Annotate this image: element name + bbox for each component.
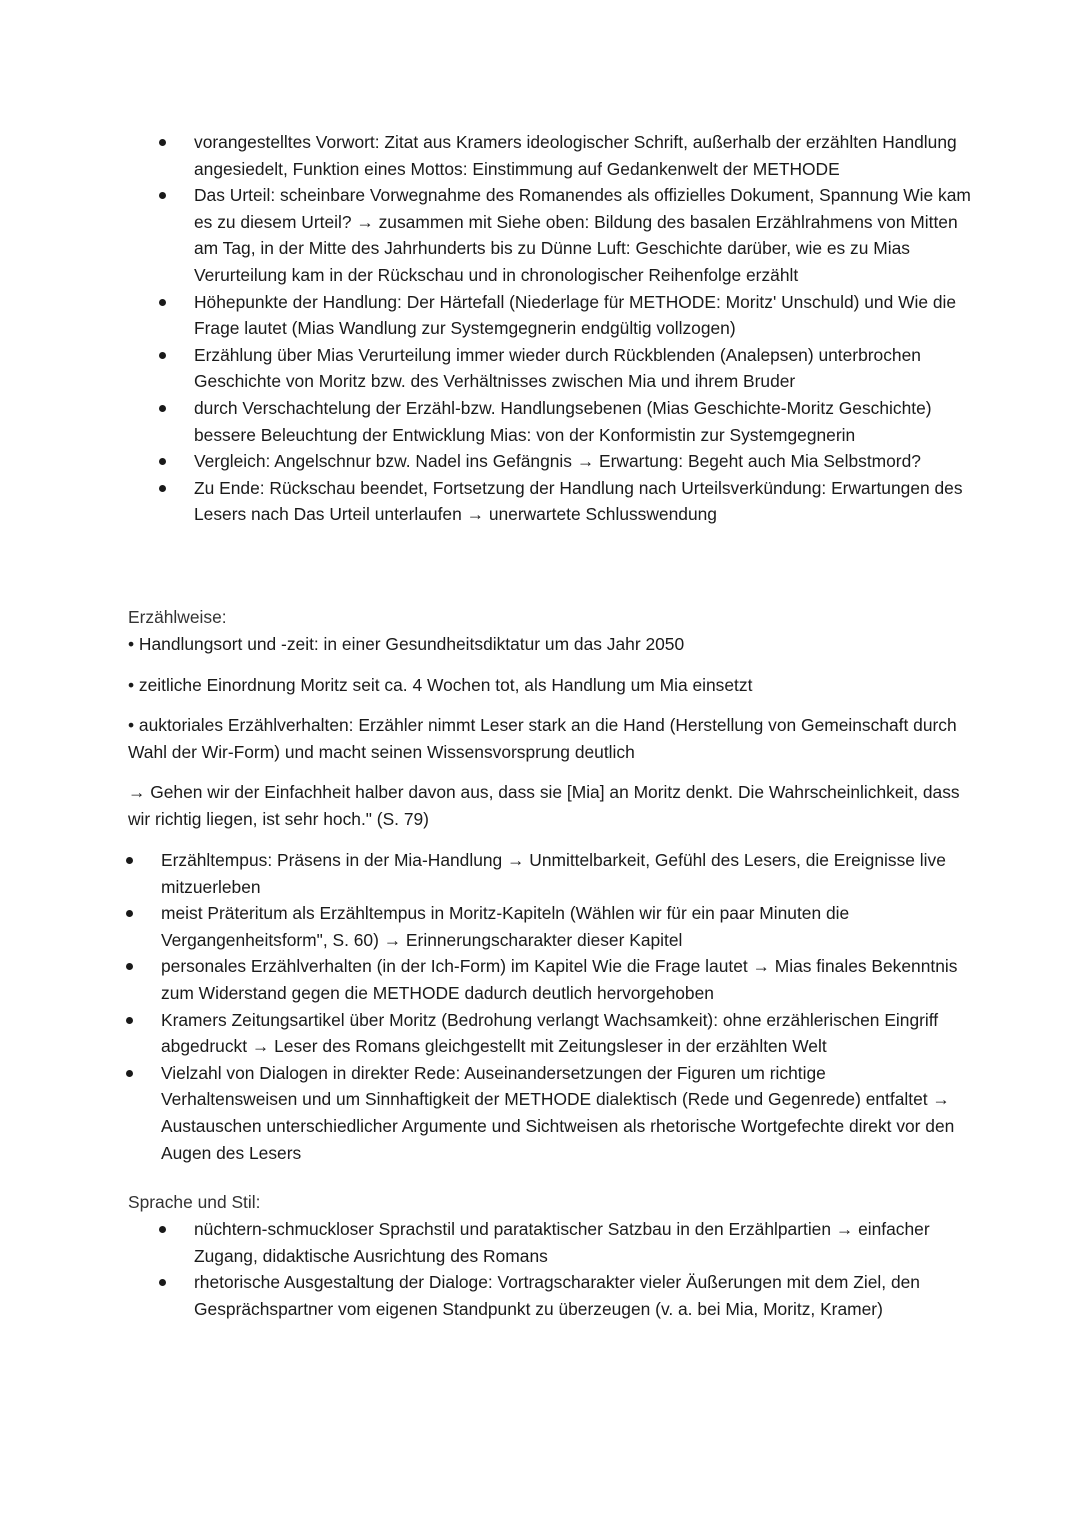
paragraph: • auktoriales Erzählverhalten: Erzähler nimmt Leser stark an die Hand (Herstellung von Gemeinschaft durch Wahl der Wir-Form) und macht seinen Wissensvorsprung deutlich [128, 715, 957, 762]
structure-bullet-list [194, 129, 974, 528]
narration-bullet-list [161, 847, 961, 1166]
list-item: Zu Ende: Rückschau beendet, Fortsetzung der Handlung nach Urteilsverkündung: Erwartungen des Lesers nach Das Urteil unterlaufen → unerwartete Schlusswendung [194, 475, 974, 528]
paragraph: • zeitliche Einordnung Moritz seit ca. 4 Wochen tot, als Handlung um Mia einsetzt [128, 675, 753, 695]
list-item: personales Erzählverhalten (in der Ich-Form) im Kapitel Wie die Frage lautet → Mias finales Bekenntnis zum Widerstand gegen die METHODE dadurch deutlich hervorgehoben [161, 953, 961, 1006]
list-item: nüchtern-schmuckloser Sprachstil und parataktischer Satzbau in den Erzählpartien → einfacher Zugang, didaktische Ausrichtung des Romans [194, 1216, 974, 1269]
list-item: durch Verschachtelung der Erzähl-bzw. Handlungsebenen (Mias Geschichte-Moritz Geschichte) bessere Beleuchtung der Entwicklung Mias: von der Konformistin zur Systemgegnerin [194, 395, 974, 448]
list-item: Erzählung über Mias Verurteilung immer wieder durch Rückblenden (Analepsen) unterbrochen Geschichte von Moritz bzw. des Verhältnisses zwischen Mia und ihrem Bruder [194, 342, 974, 395]
list-item: Kramers Zeitungsartikel über Moritz (Bedrohung verlangt Wachsamkeit): ohne erzählerischen Eingriff abgedruckt → Leser des Romans gleichgestellt mit Zeitungsleser in der erzählten Welt [161, 1007, 961, 1060]
list-item: Das Urteil: scheinbare Vorwegnahme des Romanendes als offizielles Dokument, Spannung Wie kam es zu diesem Urteil? → zusammen mit Siehe oben: Bildung des basalen Erzählrahmens von Mitten am Tag, in der Mitte des Jahrhunderts bis zu Dünne Luft: Geschichte darüber, wie es zu Mias Verurteilung kam in der Rückschau und in chronologischer Reihenfolge erzählt [194, 182, 974, 288]
list-item: rhetorische Ausgestaltung der Dialoge: Vortragscharakter vieler Äußerungen mit dem Ziel, den Gesprächspartner vom eigenen Standpunkt zu überzeugen (v. a. bei Mia, Moritz, Kramer) [194, 1269, 974, 1322]
list-item: vorangestelltes Vorwort: Zitat aus Kramers ideologischer Schrift, außerhalb der erzählten Handlung angesiedelt, Funktion eines Mottos: Einstimmung auf Gedankenwelt der METHODE [194, 129, 974, 182]
list-item: Höhepunkte der Handlung: Der Härtefall (Niederlage für METHODE: Moritz' Unschuld) und Wie die Frage lautet (Mias Wandlung zur Systemgegnerin endgültig vollzogen) [194, 289, 974, 342]
quote-paragraph: → Gehen wir der Einfachheit halber davon aus, dass sie [Mia] an Moritz denkt. Die Wahrscheinlichkeit, dass wir richtig liegen, ist sehr hoch." (S. 79) [128, 782, 960, 829]
paragraph: • Handlungsort und -zeit: in einer Gesundheitsdiktatur um das Jahr 2050 [128, 634, 685, 654]
list-item: Erzähltempus: Präsens in der Mia-Handlung → Unmittelbarkeit, Gefühl des Lesers, die Ereignisse live mitzuerleben [161, 847, 961, 900]
list-item: meist Präteritum als Erzähltempus in Moritz-Kapiteln (Wählen wir für ein paar Minuten die Vergangenheitsform", S. 60) → Erinnerungscharakter dieser Kapitel [161, 900, 961, 953]
style-bullet-list [194, 1216, 974, 1322]
list-item: Vergleich: Angelschnur bzw. Nadel ins Gefängnis → Erwartung: Begeht auch Mia Selbstmord? [194, 448, 974, 475]
section-heading-erzaehlweise: Erzählweise: [128, 607, 227, 627]
list-item: Vielzahl von Dialogen in direkter Rede: Auseinandersetzungen der Figuren um richtige Verhaltensweisen und um Sinnhaftigkeit der METHODE dialektisch (Rede und Gegenrede) entfaltet → Austauschen unterschiedlicher Argumente und Sichtweisen als rhetorische Wortgefechte direkt vor den Augen des Lesers [161, 1060, 961, 1166]
section-heading-sprache-und-stil: Sprache und Stil: [128, 1192, 261, 1212]
